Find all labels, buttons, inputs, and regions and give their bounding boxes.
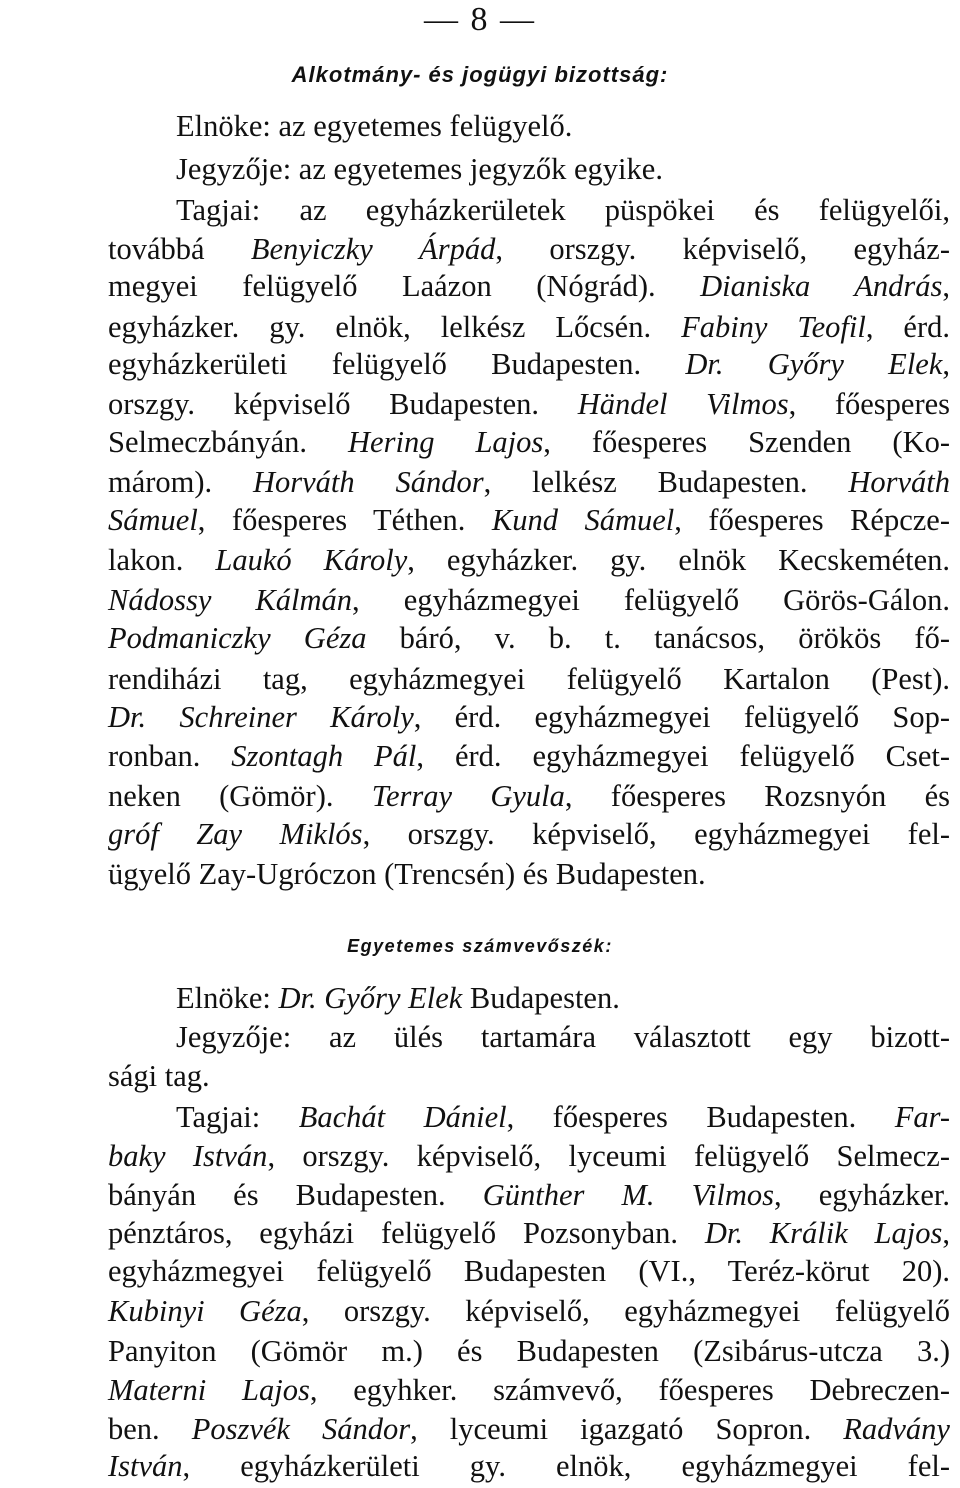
person-name: Dianiska András [700,269,943,303]
person-name: Dr. Győry Elek [278,981,463,1015]
text-run: , lyceumi igazgató Sopron. [410,1412,844,1446]
text-run: , orszgy. képviselő, egyház- [495,232,950,266]
person-name: Dr. Schreiner Károly [108,700,414,734]
text-line [176,1017,950,1057]
text-run: ügyelő Zay-Ugróczon (Trencsén) és Budapesten. [108,857,706,891]
text-line [108,1056,950,1096]
text-run: egyházmegyei felügyelő Budapesten (VI., Teréz-körut 20). [108,1254,950,1288]
text-run: , főesperes [788,387,951,421]
person-name: Materni Lajos [108,1373,310,1407]
person-name: Far- [894,1100,951,1134]
text-run: bányán és Budapesten. [108,1178,483,1212]
text-run: ronban. [108,739,232,773]
text-line [108,580,950,620]
text-line [108,1175,950,1215]
text-run: Elnöke: az egyetemes felügyelő. [176,109,573,143]
text-run: Budapesten. [462,981,620,1015]
person-name: Hering Lajos [348,425,544,459]
text-run: Panyiton (Gömör m.) és Budapesten (Zsibárus-utcza 3.) [108,1334,950,1368]
text-line [108,384,950,424]
text-run: egyházker. gy. elnök, lelkész Lőcsén. [108,310,682,344]
text-line [108,229,950,269]
text-line [108,1409,950,1449]
text-line [108,540,950,580]
person-name: Fabiny Teofil [681,310,866,344]
text-line [176,978,950,1018]
person-name: Poszvék Sándor [191,1412,411,1446]
text-line [108,1331,950,1371]
text-run: , főesperes Rozsnyón és [564,779,951,813]
section-heading-alkotmany: Alkotmány- és jogügyi bizottság: [291,62,669,87]
text-line [176,190,950,230]
person-name: Radvány [843,1412,950,1446]
person-name: Benyiczky Árpád [250,232,496,266]
text-line [108,854,950,894]
person-name: Terray Gyula [371,779,565,813]
text-run: ben. [108,1412,192,1446]
person-name: Szontagh Pál [231,739,417,773]
text-run: Tagjai: az egyházkerületek püspökei és felügyelői, [176,193,950,227]
text-line [108,1291,950,1331]
person-name: Laukó Károly [215,543,408,577]
text-run: báró, v. b. t. tanácsos, örökös fő- [366,621,950,655]
text-line [108,814,950,854]
text-run: , főesperes Répcze- [674,503,950,537]
text-line [108,307,950,347]
text-run: rendiházi tag, egyházmegyei felügyelő Kartalon (Pest). [108,662,950,696]
text-line [108,1136,950,1176]
text-run: egyházkerületi felügyelő Budapesten. [108,347,686,381]
page-number: — 8 — [424,1,536,38]
person-name: baky István [108,1139,268,1173]
person-name: Günther M. Vilmos [482,1178,775,1212]
text-line [108,776,950,816]
text-line [108,344,950,384]
text-run: , főesperes Téthen. [197,503,492,537]
person-name: gróf Zay Miklós [108,817,363,851]
text-run: , [942,269,950,303]
text-run: , egyházmegyei felügyelő Görös-Gálon. [352,583,951,617]
person-name: Dr. Győry Elek [685,347,943,381]
text-run: sági tag. [108,1059,210,1093]
text-run: pénztáros, egyházi felügyelő Pozsonyban. [108,1216,705,1250]
text-line [176,106,950,146]
text-run: Jegyzője: az egyetemes jegyzők egyike. [176,152,663,186]
text-run: , főesperes Szenden (Ko- [543,425,950,459]
person-name: Nádossy Kálmán [108,583,353,617]
text-line [108,697,950,737]
text-run: , [942,347,950,381]
text-run: Selmeczbányán. [108,425,349,459]
text-run: márom). [108,465,253,499]
text-run: orszgy. képviselő Budapesten. [108,387,578,421]
text-line [108,1213,950,1253]
text-line [108,1251,950,1291]
text-run: , főesperes Budapesten. [506,1100,895,1134]
text-run: , érd. [865,310,950,344]
text-run: Tagjai: [176,1100,299,1134]
text-run: , orszgy. képviselő, egyházmegyei felügyelő [301,1294,950,1328]
text-line [108,266,950,306]
text-run: lakon. [108,543,216,577]
person-name: Dr. Králik Lajos [704,1216,943,1250]
text-line [108,422,950,462]
text-line [108,500,950,540]
person-name: István [108,1449,183,1483]
text-run: megyei felügyelő Laázon (Nógrád). [108,269,701,303]
person-name: Bachát Dániel [298,1100,507,1134]
text-run: , egyházker. [774,1178,950,1212]
text-run: , lelkész Budapesten. [483,465,849,499]
person-name: Horváth [848,465,950,499]
text-line [108,462,950,502]
text-run: , érd. egyházmegyei felügyelő Sop- [413,700,950,734]
text-run: , orszgy. képviselő, lyceumi felügyelő Selmecz- [267,1139,950,1173]
text-run: , egyhker. számvevő, főesperes Debreczen- [309,1373,950,1407]
text-run: , egyházkerületi gy. elnök, egyházmegyei fel- [182,1449,950,1483]
text-run: Jegyzője: az ülés tartamára választott egy bizott- [176,1020,950,1054]
person-name: Podmaniczky Géza [108,621,367,655]
person-name: Sámuel [108,503,198,537]
text-line [108,1370,950,1410]
person-name: Händel Vilmos [577,387,789,421]
text-run: , orszgy. képviselő, egyházmegyei fel- [362,817,951,851]
person-name: Horváth Sándor [253,465,484,499]
text-line [108,659,950,699]
text-run: továbbá [108,232,251,266]
text-run: Elnöke: [176,981,279,1015]
person-name: Kubinyi Géza [108,1294,302,1328]
text-line [108,1446,950,1486]
text-line [176,1097,950,1137]
text-line [108,618,950,658]
text-line [108,736,950,776]
text-line [176,149,950,189]
text-run: , [942,1216,950,1250]
text-run: neken (Gömör). [108,779,372,813]
text-run: , érd. egyházmegyei felügyelő Cset- [416,739,950,773]
person-name: Kund Sámuel [491,503,675,537]
text-run: , egyházker. gy. elnök Kecskeméten. [407,543,951,577]
section-heading-szamvevoszek: Egyetemes számvevőszék: [347,936,613,956]
